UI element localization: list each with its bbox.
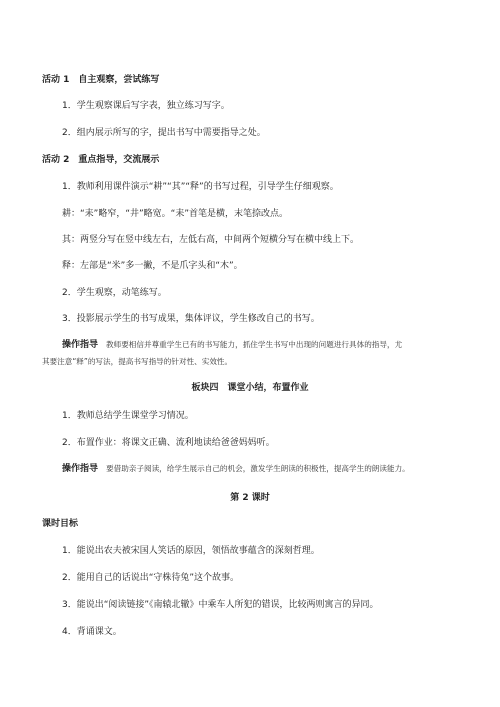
activity2-note-qi: 其：两竖分写在竖中线左右，左低右高，中间两个短横分写在横中线上下。 bbox=[62, 235, 360, 245]
activity2-item-2: 2．学生观察，动笔练写。 bbox=[62, 288, 167, 298]
activity2-note-geng: 耕：“耒”略窄，“井”略宽。“耒”首笔是横，末笔捺改点。 bbox=[62, 209, 288, 219]
activity2-note-shi: 释：左部是“米”多一撇，不是爪字头和“木”。 bbox=[62, 261, 243, 271]
activity2-operation-guide bbox=[62, 339, 500, 351]
activity1-item-2: 2．组内展示所写的字，提出书写中需要指导之处。 bbox=[62, 128, 266, 138]
lesson2-heading: 第 2 课时 bbox=[230, 493, 270, 503]
operation-guide-text-2: 其要注意“释”的写法，提高书写指导的针对性、实效性。 bbox=[42, 357, 233, 366]
operation-guide-text: 要借助亲子阅读，给学生展示自己的机会，激发学生朗读的积极性，提高学生的朗读能力。 bbox=[106, 464, 410, 473]
block4-item-2: 2．布置作业：将课文正确、流利地读给爸爸妈妈听。 bbox=[62, 438, 275, 448]
operation-guide-text-1: 教师要相信并尊重学生已有的书写能力，抓住学生书写中出现的问题进行具体的指导，尤 bbox=[106, 340, 403, 349]
block4-operation-guide bbox=[62, 463, 500, 475]
activity2-item-1: 1．教师利用课件演示“耕”“其”“释”的书写过程，引导学生仔细观察。 bbox=[62, 182, 339, 192]
activity1-heading: 活动 1 自主观察，尝试练写 bbox=[42, 75, 160, 85]
operation-guide-label: 操作指导 bbox=[62, 464, 99, 474]
goal-item-4: 4．背诵课文。 bbox=[62, 627, 122, 637]
activity2-item-3: 3．投影展示学生的书写成果，集体评议，学生修改自己的书写。 bbox=[62, 314, 320, 324]
block4-item-1: 1．教师总结学生课堂学习情况。 bbox=[62, 411, 194, 421]
activity2-heading: 活动 2 重点指导，交流展示 bbox=[42, 155, 160, 165]
goal-item-3: 3．能说出“阅读链接”《南辕北辙》中乘车人所犯的错误，比较两则寓言的异同。 bbox=[62, 600, 379, 610]
activity1-item-1: 1．学生观察课后写字表，独立练习写字。 bbox=[62, 101, 230, 111]
block4-heading: 板块四 课堂小结，布置作业 bbox=[191, 383, 309, 393]
goal-item-1: 1．能说出农夫被宋国人笑话的原因，领悟故事蕴含的深刻哲理。 bbox=[62, 546, 320, 556]
lesson-goals-heading: 课时目标 bbox=[42, 519, 79, 529]
operation-guide-label: 操作指导 bbox=[62, 340, 99, 350]
goal-item-2: 2．能用自己的话说出“守株待兔”这个故事。 bbox=[62, 573, 240, 583]
activity2-operation-guide-cont bbox=[42, 356, 500, 368]
